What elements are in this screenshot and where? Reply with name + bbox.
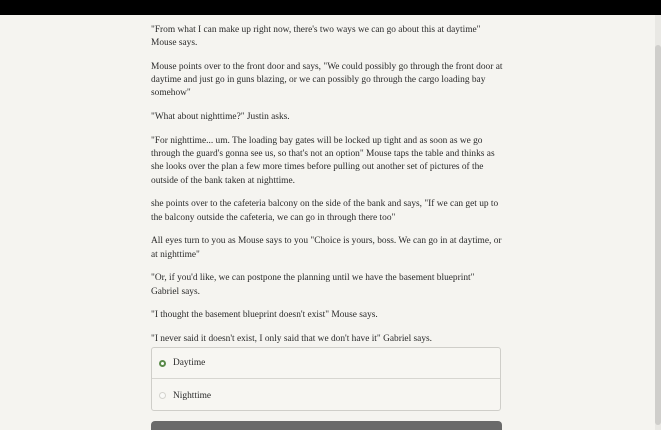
choice-nighttime[interactable] (152, 380, 500, 411)
continue-button[interactable] (151, 421, 502, 430)
scrollbar[interactable] (655, 15, 661, 430)
story-paragraph: "I never said it doesn't exist, I only said that we don't have it" Gabriel says. (151, 334, 433, 345)
story-paragraph: "What about nighttime?" Justin asks. (151, 112, 290, 123)
choice-list (151, 347, 501, 411)
story-paragraph: she points over to the cafeteria balcony on the side of the bank and says, "If we can get up to the balcony outside the cafeteria, we can go in through there too" (151, 199, 499, 223)
scrollbar-thumb[interactable] (655, 45, 661, 425)
story-paragraph: "Or, if you'd like, we can postpone the planning until we have the basement blueprint" Gabriel says. (151, 273, 475, 297)
choice-label: Nighttime (173, 390, 212, 401)
story-paragraph: All eyes turn to you as Mouse says to you "Choice is yours, boss. We can go in at daytime, or at nighttime" (151, 236, 502, 260)
choice-label: Daytime (173, 358, 206, 368)
radio-checked-icon[interactable] (159, 360, 166, 367)
story-paragraph: "I thought the basement blueprint doesn't exist" Mouse says. (151, 310, 378, 321)
story-paragraph: Mouse points over to the front door and says, "We could possibly go through the front door at daytime and just go in guns blazing, or we can possibly go through the cargo loading bay somehow" (151, 62, 503, 99)
story-text (151, 24, 503, 357)
choice-daytime[interactable] (152, 348, 500, 379)
story-paragraph: "From what I can make up right now, there's two ways we can go about this at daytime" Mouse says. (151, 25, 481, 49)
radio-unchecked-icon[interactable] (159, 392, 166, 399)
story-paragraph: "For nighttime... um. The loading bay gates will be locked up tight and as soon as we go through the guard's gonna see us, so that's not an option" Mouse taps the table and thinks as she looks over the plan a few more times before pulling out another set of pictures of the outside of the bank taken at nighttime. (151, 136, 495, 186)
top-bar (0, 0, 661, 15)
